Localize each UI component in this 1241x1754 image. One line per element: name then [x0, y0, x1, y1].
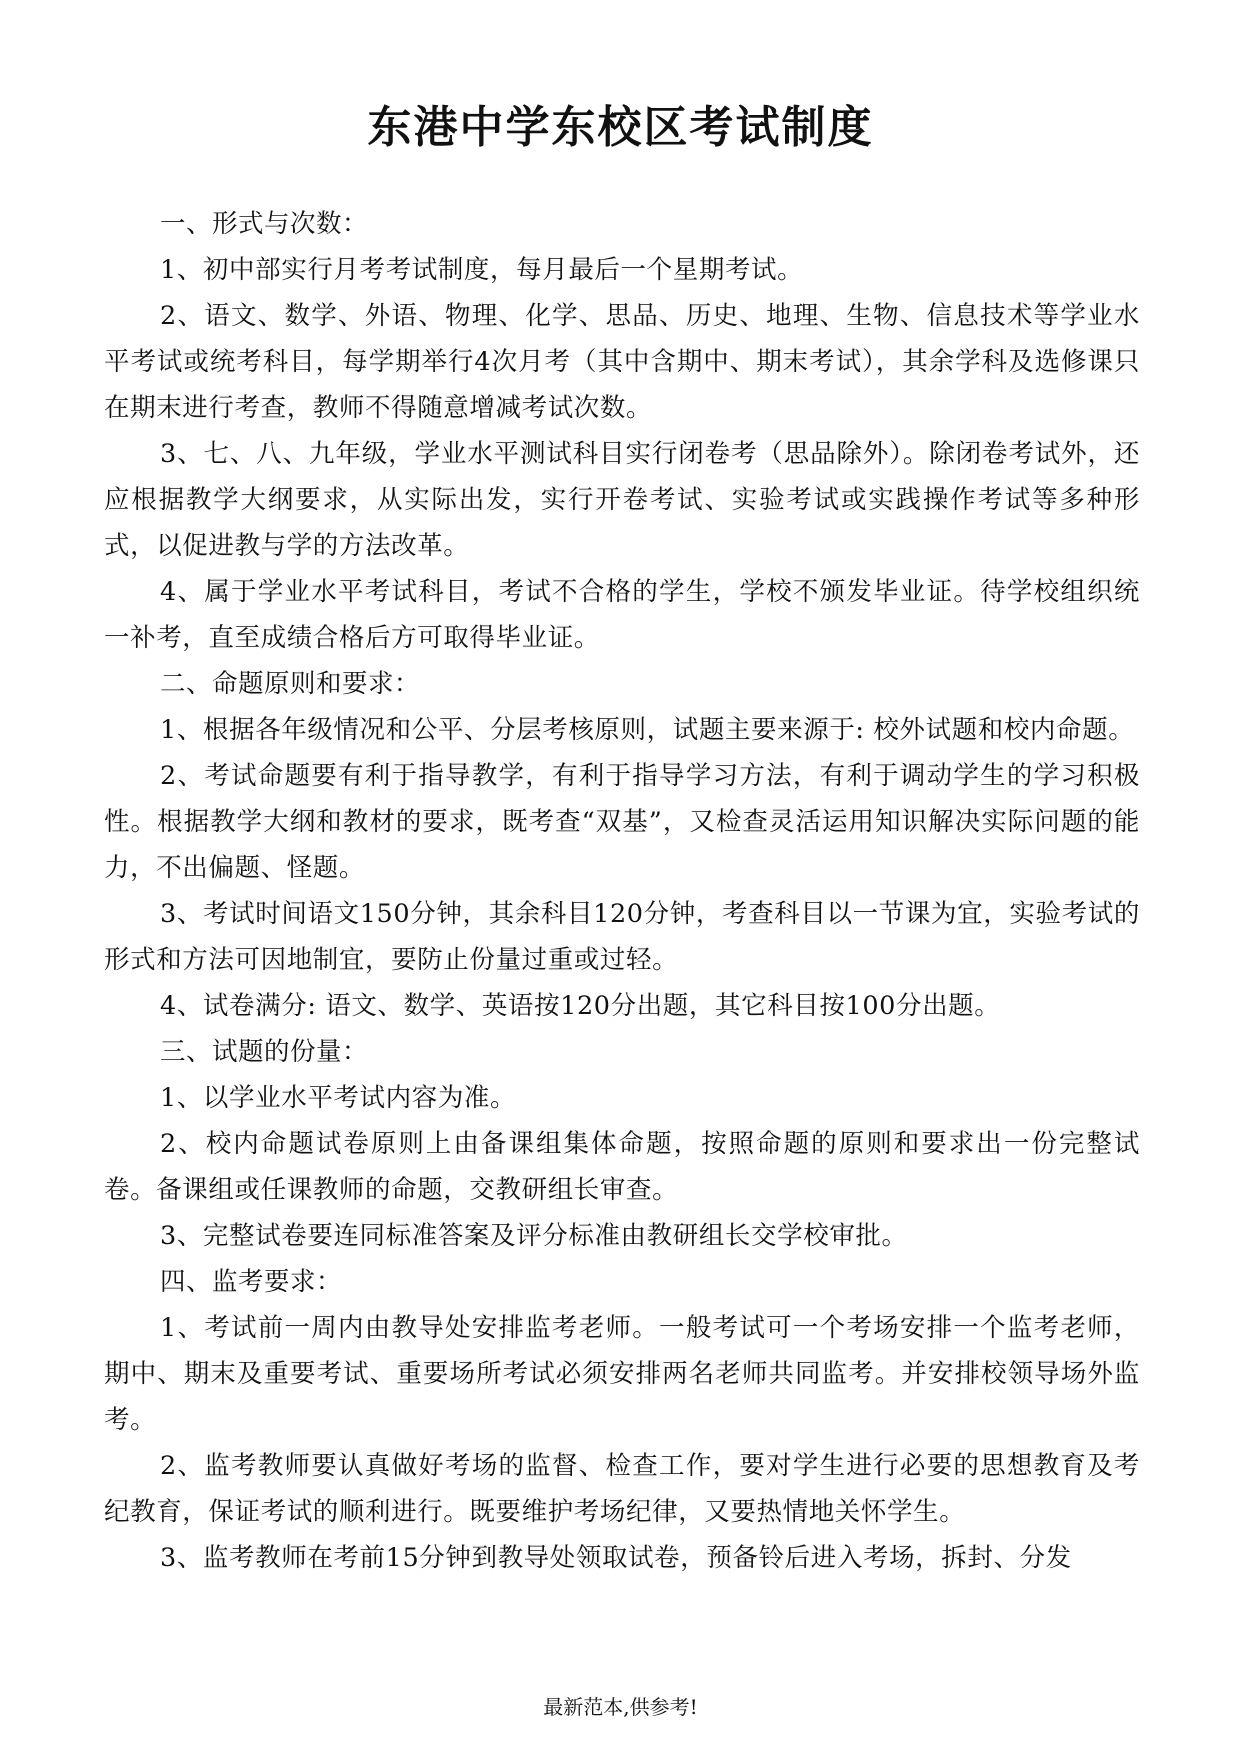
paragraph: 3、七、八、九年级，学业水平测试科目实行闭卷考（思品除外）。除闭卷考试外，还应根据教学大纲要求，从实际出发，实行开卷考试、实验考试或实践操作考试等多种形式，以促进教与学的方法改革。: [104, 439, 1140, 561]
paragraph: 3、完整试卷要连同标准答案及评分标准由教研组长交学校审批。: [160, 1221, 908, 1251]
page-footer: 最新范本,供参考!: [543, 1695, 698, 1719]
section-heading: 四、监考要求：: [160, 1267, 343, 1297]
paragraph: 1、初中部实行月考考试制度，每月最后一个星期考试。: [160, 255, 804, 285]
paragraph: 3、考试时间语文150分钟，其余科目120分钟，考查科目以一节课为宜，实验考试的形式和方法可因地制宜，要防止份量过重或过轻。: [104, 899, 1140, 975]
paragraph: 1、以学业水平考试内容为准。: [160, 1083, 517, 1113]
document-body: [104, 201, 1140, 1581]
paragraph: 4、属于学业水平考试科目，考试不合格的学生，学校不颁发毕业证。待学校组织统一补考，直至成绩合格后方可取得毕业证。: [104, 577, 1140, 653]
paragraph: 1、考试前一周内由教导处安排监考老师。一般考试可一个考场安排一个监考老师，期中、期末及重要考试、重要场所考试必须安排两名老师共同监考。并安排校领导场外监考。: [104, 1313, 1140, 1435]
section-heading: 三、试题的份量：: [160, 1037, 369, 1067]
paragraph: 2、语文、数学、外语、物理、化学、思品、历史、地理、生物、信息技术等学业水平考试或统考科目，每学期举行4次月考（其中含期中、期末考试），其余学科及选修课只在期末进行考查，教师不得随意增减考试次数。: [104, 301, 1140, 423]
paragraph: 2、校内命题试卷原则上由备课组集体命题，按照命题的原则和要求出一份完整试卷。备课组或任课教师的命题，交教研组长审查。: [104, 1129, 1140, 1205]
section-question-volume: [104, 1029, 1140, 1259]
paragraph: 2、监考教师要认真做好考场的监督、检查工作，要对学生进行必要的思想教育及考纪教育，保证考试的顺利进行。既要维护考场纪律，又要热情地关怀学生。: [104, 1451, 1140, 1527]
paragraph: 3、监考教师在考前15分钟到教导处领取试卷，预备铃后进入考场，拆封、分发: [160, 1543, 1072, 1573]
section-heading: 二、命题原则和要求：: [160, 669, 421, 699]
section-heading: 一、形式与次数：: [160, 209, 369, 239]
paragraph: 1、根据各年级情况和公平、分层考核原则，试题主要来源于: 校外试题和校内命题。: [160, 715, 1135, 745]
section-form-and-frequency: [104, 201, 1140, 661]
paragraph: 4、试卷满分: 语文、数学、英语按120分出题，其它科目按100分出题。: [160, 991, 1001, 1021]
section-question-principles: [104, 661, 1140, 1029]
page-title: 东港中学东校区考试制度: [367, 102, 874, 153]
paragraph: 2、考试命题要有利于指导教学，有利于指导学习方法，有利于调动学生的学习积极性。根据教学大纲和教材的要求，既考查“双基”，又检查灵活运用知识解决实际问题的能力，不出偏题、怪题。: [104, 761, 1140, 883]
section-invigilation: [104, 1259, 1140, 1581]
